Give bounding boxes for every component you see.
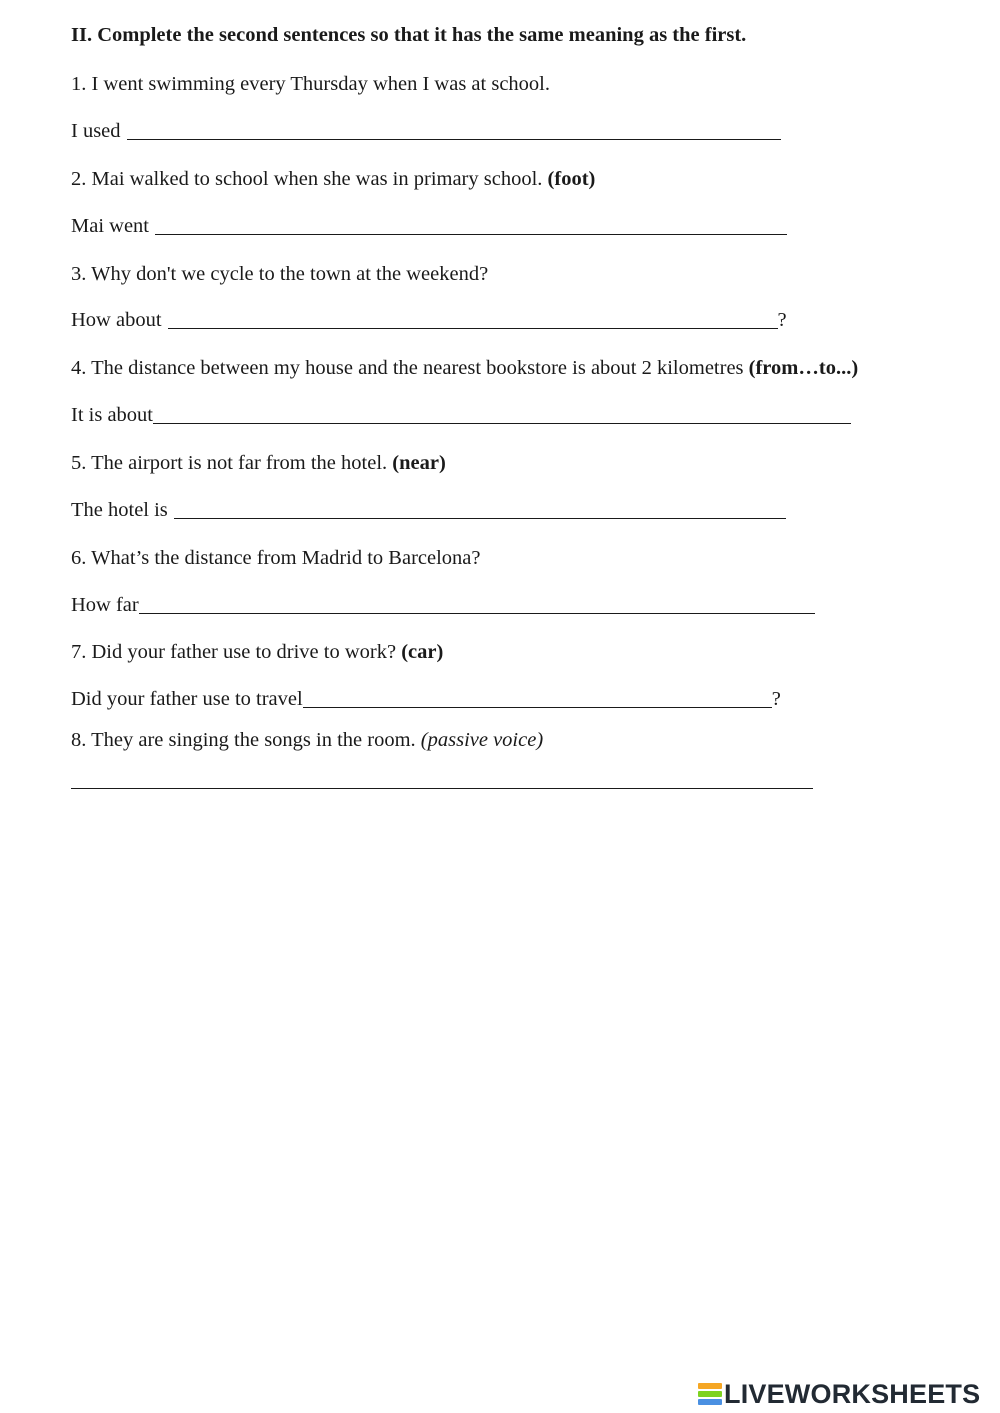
answer-1-prefix: I used bbox=[71, 120, 121, 142]
question-5-hint: (near) bbox=[392, 452, 446, 474]
question-8-hint: (passive voice) bbox=[420, 729, 544, 751]
answer-7-prefix: Did your father use to travel bbox=[71, 688, 303, 710]
question-7 bbox=[71, 639, 443, 665]
question-5-prompt: 5. The airport is not far from the hotel. bbox=[71, 452, 388, 474]
logo-bar-1 bbox=[698, 1383, 722, 1389]
question-4-hint: (from…to...) bbox=[748, 357, 859, 379]
answer-7-blank[interactable] bbox=[303, 687, 772, 708]
liveworksheets-logo[interactable] bbox=[698, 1378, 980, 1410]
question-6-prompt: 6. What’s the distance from Madrid to Barcelona? bbox=[71, 547, 481, 569]
question-7-hint: (car) bbox=[401, 641, 444, 663]
question-1-prompt: 1. I went swimming every Thursday when I was at school. bbox=[71, 73, 550, 95]
question-5 bbox=[71, 450, 446, 476]
answer-6-blank[interactable] bbox=[139, 593, 815, 614]
answer-row-5 bbox=[71, 497, 786, 523]
answer-3-suffix: ? bbox=[777, 309, 787, 331]
answer-6-prefix: How far bbox=[71, 594, 139, 616]
answer-4-prefix: It is about bbox=[71, 404, 153, 426]
answer-row-6 bbox=[71, 592, 815, 618]
question-7-prompt: 7. Did your father use to drive to work? bbox=[71, 641, 397, 663]
section-heading: II. Complete the second sentences so that it has the same meaning as the first. bbox=[71, 24, 747, 46]
answer-7-suffix: ? bbox=[771, 688, 781, 710]
question-2-prompt: 2. Mai walked to school when she was in primary school. bbox=[71, 168, 543, 190]
answer-3-prefix: How about bbox=[71, 309, 162, 331]
question-4-prompt: 4. The distance between my house and the nearest bookstore is about 2 kilometres bbox=[71, 357, 744, 379]
answer-row-3 bbox=[71, 307, 787, 333]
question-3-prompt: 3. Why don't we cycle to the town at the weekend? bbox=[71, 263, 489, 285]
brand-name: LIVEWORKSHEETS bbox=[724, 1378, 981, 1409]
question-2 bbox=[71, 166, 595, 192]
answer-row-2 bbox=[71, 213, 787, 239]
answer-1-blank[interactable] bbox=[127, 119, 781, 140]
answer-5-blank[interactable] bbox=[174, 498, 786, 519]
question-3 bbox=[71, 261, 488, 287]
answer-8-blank[interactable] bbox=[71, 768, 813, 789]
answer-row-1 bbox=[71, 118, 781, 144]
question-6 bbox=[71, 545, 481, 571]
answer-row-7 bbox=[71, 686, 781, 712]
question-1 bbox=[71, 71, 550, 97]
question-8-prompt: 8. They are singing the songs in the room. bbox=[71, 729, 416, 751]
answer-3-blank[interactable] bbox=[168, 308, 778, 329]
question-2-hint: (foot) bbox=[547, 168, 596, 190]
logo-bar-3 bbox=[698, 1399, 722, 1405]
logo-mark-icon bbox=[698, 1381, 722, 1407]
answer-row-8 bbox=[71, 768, 813, 793]
question-4 bbox=[71, 355, 858, 381]
answer-4-blank[interactable] bbox=[153, 403, 851, 424]
answer-2-blank[interactable] bbox=[155, 214, 787, 235]
logo-bar-2 bbox=[698, 1391, 722, 1397]
answer-row-4 bbox=[71, 402, 851, 428]
answer-5-prefix: The hotel is bbox=[71, 499, 168, 521]
question-8 bbox=[71, 727, 543, 753]
answer-2-prefix: Mai went bbox=[71, 215, 149, 237]
